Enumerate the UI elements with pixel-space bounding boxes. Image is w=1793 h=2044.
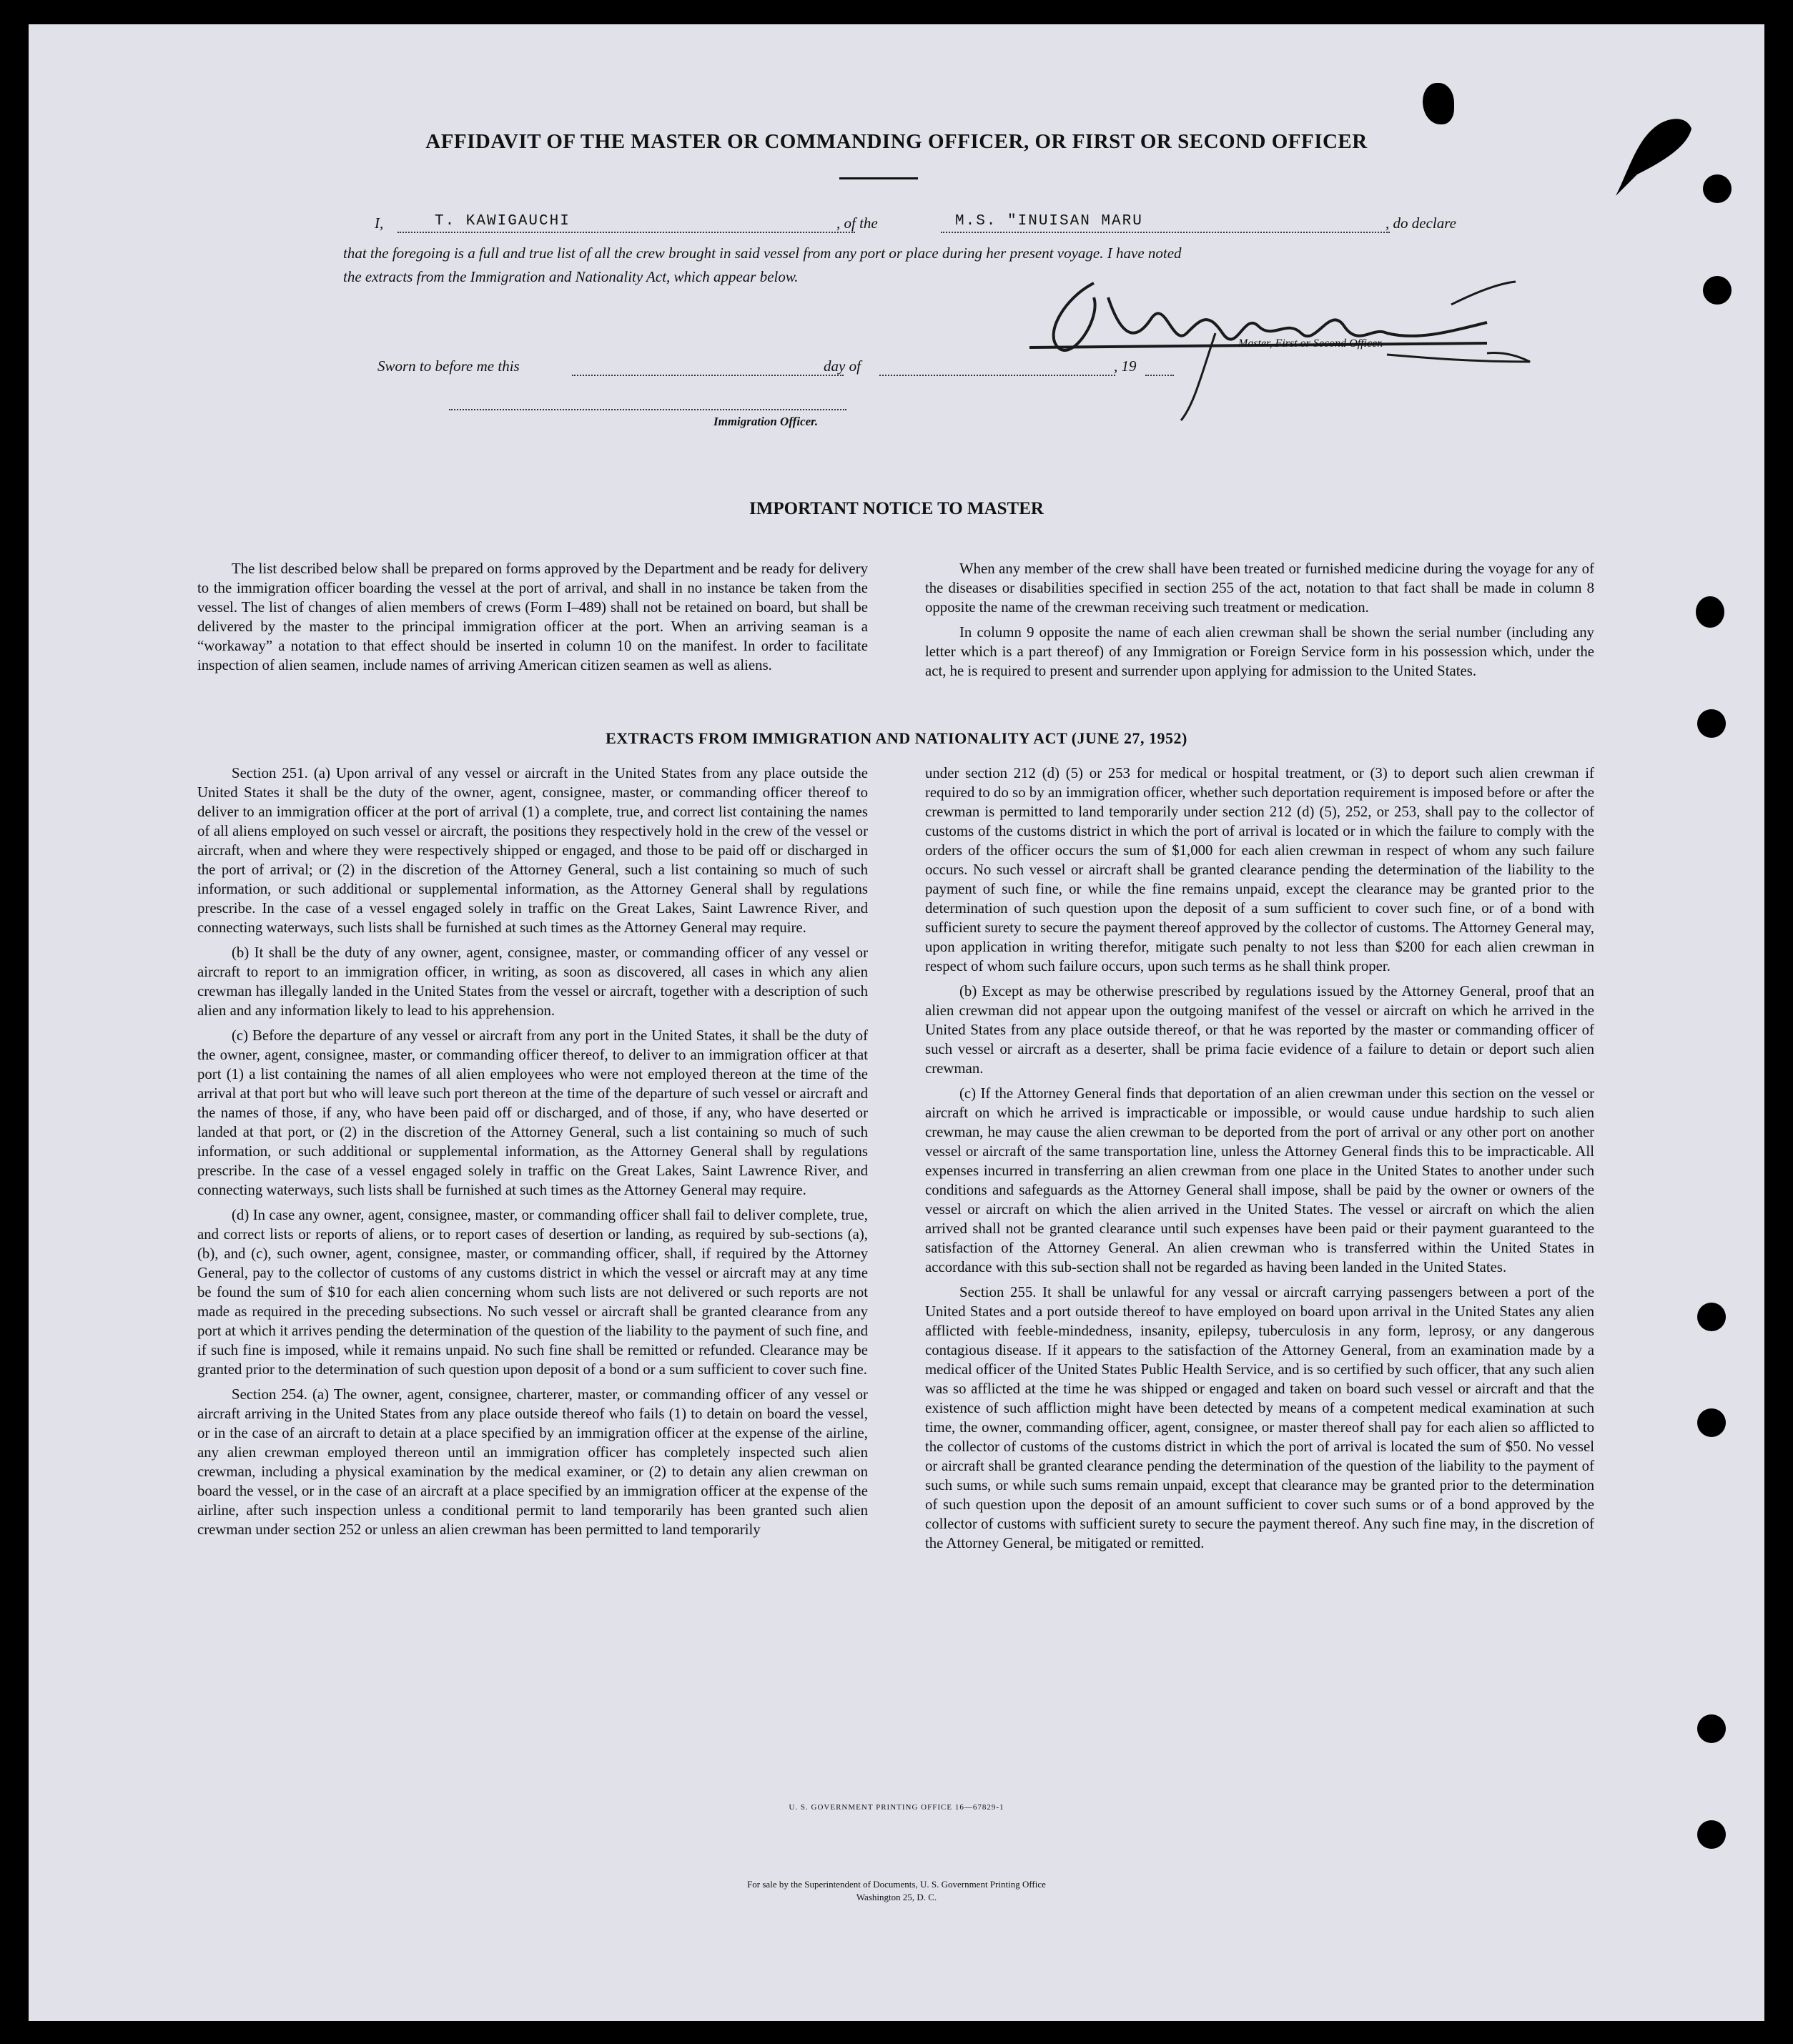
declaration-line-2: that the foregoing is a full and true list of all the crew brought in said vessel from any port or place during her present voyage. I have noted: [343, 245, 1182, 262]
title-rule: [839, 177, 918, 179]
notice-right-column: [925, 559, 1594, 686]
vessel-name: M.S. "INUISAN MARU: [955, 213, 1143, 229]
name-line: [397, 232, 855, 233]
year-prefix: , 19: [1114, 357, 1137, 375]
extract-paragraph: under section 212 (d) (5) or 253 for medical or hospital treatment, or (3) to deport such alien crewman if required to do so by an immigration officer, whether such deportation requirement is imposed before or after the crewman is permitted to land temporarily under section 212 (d) (5), 252, or 253, shall pay to the collector of customs of the customs district in which the port of arrival is located or in which the failure to comply with the orders of the officer occurs the sum of $1,000 for each alien crewman in respect of whom any such failure occurs. No such vessel or aircraft shall be granted clearance pending the determination of the liability to the payment of such fine, or while the fine remains unpaid, except the clearance may be granted prior to the determination of such question upon the deposit of a sum sufficient to cover such fine, or of a bond with sufficient surety to secure the payment thereof approved by the collector of customs. The Attorney General may, upon application in writing therefor, mitigate such penalty to not less than $200 for each alien crewman in respect of whom such failure occurs, upon such terms as he shall think proper.: [925, 765, 1594, 974]
extract-paragraph: Section 251. (a) Upon arrival of any vessel or aircraft in the United States from any place outside the United States it shall be the duty of the owner, agent, consignee, master, or commanding officer thereof to deliver to an immigration officer at the port of arrival (1) a complete, true, and correct list containing the names of all aliens employed on such vessel or aircraft, the positions they respectively hold in the crew of the vessel or aircraft, when and where they were respectively shipped or engaged, and those to be paid off or discharged in the port of arrival; or (2) in the discretion of the Attorney General, such a list containing so much of such information, or such additional or supplemental information, as the Attorney General shall by regulations prescribe. In the case of a vessel engaged solely in traffic on the Great Lakes, Saint Lawrence River, and connecting waterways, such lists shall be furnished at such times as the Attorney General may require.: [197, 765, 868, 936]
torn-hole-mark: [1423, 83, 1454, 124]
extract-paragraph: (b) It shall be the duty of any owner, agent, consignee, master, or commanding officer of any vessel or aircraft to report to an immigration officer, in writing, as soon as discovered, all cases in which any alien crewman has illegally landed in the United States from the vessel or aircraft, together with a description of such alien and any information likely to lead to his apprehension.: [197, 944, 868, 1019]
notice-left-column: [197, 559, 868, 681]
extract-paragraph: (b) Except as may be otherwise prescribed by regulations issued by the Attorney General, proof that an alien crewman did not appear upon the outgoing manifest of the vessel or aircraft on which he arrived in the United States from any place outside thereof, or that he was reported by the master or commanding officer of such vessel or aircraft as a deserter, shall be prima facie evidence of a failure to detain or deport such alien crewman.: [925, 983, 1594, 1077]
notice-title: IMPORTANT NOTICE TO MASTER: [749, 499, 1044, 518]
for-sale-line-1: For sale by the Superintendent of Documents, U. S. Government Printing Office: [747, 1879, 1046, 1890]
punch-hole: [1703, 276, 1732, 305]
for-sale-line-2: Washington 25, D. C.: [856, 1892, 937, 1902]
punch-hole: [1697, 1714, 1726, 1743]
day-of-label: day of: [824, 357, 861, 375]
punch-hole: [1697, 1820, 1726, 1849]
immigration-officer-label: Immigration Officer.: [713, 415, 819, 428]
do-declare-label: , do declare: [1386, 214, 1456, 232]
i-prefix: I,: [375, 214, 384, 232]
extract-paragraph: (c) If the Attorney General finds that deportation of an alien crewman under this section on the vessel or aircraft on which he arrived is impracticable or impossible, or would cause undue hardship to such alien crewman, he may cause the alien crewman to be deported from the port of arrival or any other port on another vessel or aircraft of the same transportation line, unless the Attorney General finds this to be impracticable. All expenses incurred in transferring an alien crewman from one place in the United States to another under such conditions and safeguards as the Attorney General shall impose, shall be paid by the owner or owners of the vessel or aircraft on which the alien arrived in the United States. The vessel or aircraft on which the alien arrived shall not be granted clearance until such expenses have been paid or their payment guaranteed to the satisfaction of the Attorney General. An alien crewman who is transferred within the United States in accordance with this sub-section shall not be regarded as having been landed in the United States.: [925, 1085, 1594, 1275]
sworn-day-line: [572, 375, 844, 376]
extract-paragraph: (c) Before the departure of any vessel or aircraft from any port in the United States, it shall be the duty of the owner, agent, consignee, master, or commanding officer thereof, to deliver to an immigration officer at that port (1) a list containing the names of all alien employees who were not employed thereon at the time of the arrival at that port but who will leave such port thereon at the time of the departure of such vessel or aircraft and the names of those, if any, who have been paid off or discharged, and of those, if any, who have deserted or landed at that port, or (2) in the discretion of the Attorney General, such a list containing so much of such information, or such additional or supplemental information, as the Attorney General shall by regulations prescribe. In the case of a vessel engaged solely in traffic on the Great Lakes, Saint Lawrence River, and connecting waterways, such lists shall be furnished at such times as the Attorney General may require.: [197, 1027, 868, 1198]
extract-paragraph: Section 255. It shall be unlawful for any vessal or aircraft carrying passengers between a port of the United States and a port outside thereof to have employed on board upon arrival in the United States any alien afflicted with feeble-mindedness, insanity, epilepsy, tuberculosis in any form, leprosy, or any dangerous contagious disease. If it appears to the satisfaction of the Attorney General, from an examination made by a medical officer of the United States Public Health Service, and is so certified by such officer, that any such alien was so afflicted at the time he was shipped or engaged and taken on board such vessel or aircraft and that the existence of such affliction might have been detected by means of a competent medical examination at such time, the owner, commanding officer, agent, consignee, or master thereof shall pay for each alien so afflicted to the collector of customs of the customs district in which the port of arrival is located the sum of $50. No vessel or aircraft shall be granted clearance pending the determination of the question of the liability to the payment of such sums, or while such sums remain unpaid, except that clearance may be granted prior to the determination of such question upon the deposit of an amount sufficient to cover such sums or of a bond approved by the collector of customs with sufficient surety to secure the payment thereof. Any such fine may, in the discretion of the Attorney General, be mitigated or remitted.: [925, 1284, 1594, 1551]
officer-signature-line: [449, 409, 846, 410]
punch-hole: [1696, 596, 1724, 628]
extracts-left-column: [197, 764, 868, 1545]
sworn-label: Sworn to before me this: [377, 357, 520, 375]
notice-left-paragraph: The list described below shall be prepared on forms approved by the Department and be ready for delivery to the immigration officer boarding the vessel at the port of arrival, and shall in no instance be taken from the vessel. The list of changes of alien members of crews (Form I–489) shall not be retained on board, but shall be delivered by the master to the principal immigration officer at the port. When an arriving seaman is a “workaway” a notation to that effect should be inserted in column 10 on the manifest. In order to facilitate inspection of alien seamen, include names of arriving American citizen seamen as well as aliens.: [197, 561, 868, 673]
punch-hole: [1697, 1303, 1726, 1331]
extracts-title: EXTRACTS FROM IMMIGRATION AND NATIONALITY ACT (JUNE 27, 1952): [606, 729, 1187, 747]
notice-right-paragraph-1: When any member of the crew shall have been treated or furnished medicine during the voyage for any of the diseases or disabilities specified in section 255 of the act, notation to that fact shall be made in column 8 opposite the name of the crewman receiving such treatment or medication.: [925, 561, 1594, 616]
extracts-right-column: [925, 764, 1594, 1559]
punch-hole: [1697, 1408, 1726, 1437]
sworn-year-line: [1145, 375, 1174, 376]
vessel-line: [941, 232, 1390, 233]
affidavit-title: AFFIDAVIT OF THE MASTER OR COMMANDING OFFICER, OR FIRST OR SECOND OFFICER: [425, 130, 1368, 153]
document-page: [29, 24, 1764, 2021]
printing-office-line: U. S. GOVERNMENT PRINTING OFFICE 16—67829-1: [789, 1803, 1004, 1812]
notice-right-paragraph-2: In column 9 opposite the name of each alien crewman shall be shown the serial number (including any letter which is a part thereof) of any Immigration or Foreign Service form in his possession which, under the act, he is required to present and surrender upon applying for admission to the United States.: [925, 624, 1594, 679]
punch-hole: [1697, 709, 1726, 738]
punch-hole: [1703, 174, 1732, 203]
extract-paragraph: (d) In case any owner, agent, consignee, master, or commanding officer shall fail to deliver complete, true, and correct lists or reports of aliens, or to report cases of desertion or landing, as required by sub-sections (a), (b), and (c), such owner, agent, consignee, master, or commanding officer, shall, if required by the Attorney General, pay to the collector of customs of any customs district in which the vessel or aircraft may at any time be found the sum of $10 for each alien concerning whom such lists are not delivered or such reports are not made as required in the preceding subsections. No such vessel or aircraft shall be granted clearance from any port at which it arrives pending the determination of the question of the liability to the payment of such fine, and if such fine is imposed, while it remains unpaid. No such fine shall be remitted or refunded. Clearance may be granted prior to the determination of such question upon deposit of a bond or a sum sufficient to cover such fine.: [197, 1207, 868, 1378]
of-the-label: , of the: [836, 214, 878, 232]
torn-corner-mark: [1609, 103, 1694, 203]
sworn-month-line: [879, 375, 1115, 376]
extract-paragraph: Section 254. (a) The owner, agent, consignee, charterer, master, or commanding officer of any vessel or aircraft arriving in the United States from any place outside thereof who fails (1) to detain on board the vessel, or in the case of an aircraft to detain at a place specified by an immigration officer at the expense of the airline, any alien crewman employed thereon until an immigration officer has completely inspected such alien crewman, including a physical examination by the medical examiner, or (2) to detain any alien crewman on board the vessel, or in the case of an aircraft at a place specified by an immigration officer at the expense of the airline, after such inspection unless a conditional permit to land temporarily has been granted such alien crewman under section 252 or unless an alien crewman has been permitted to land temporarily: [197, 1386, 868, 1538]
signature-caption: Master, First or Second Officer.: [1238, 337, 1383, 350]
declaration-line-3: the extracts from the Immigration and Nationality Act, which appear below.: [343, 268, 799, 285]
master-name: T. KAWIGAUCHI: [435, 213, 570, 229]
